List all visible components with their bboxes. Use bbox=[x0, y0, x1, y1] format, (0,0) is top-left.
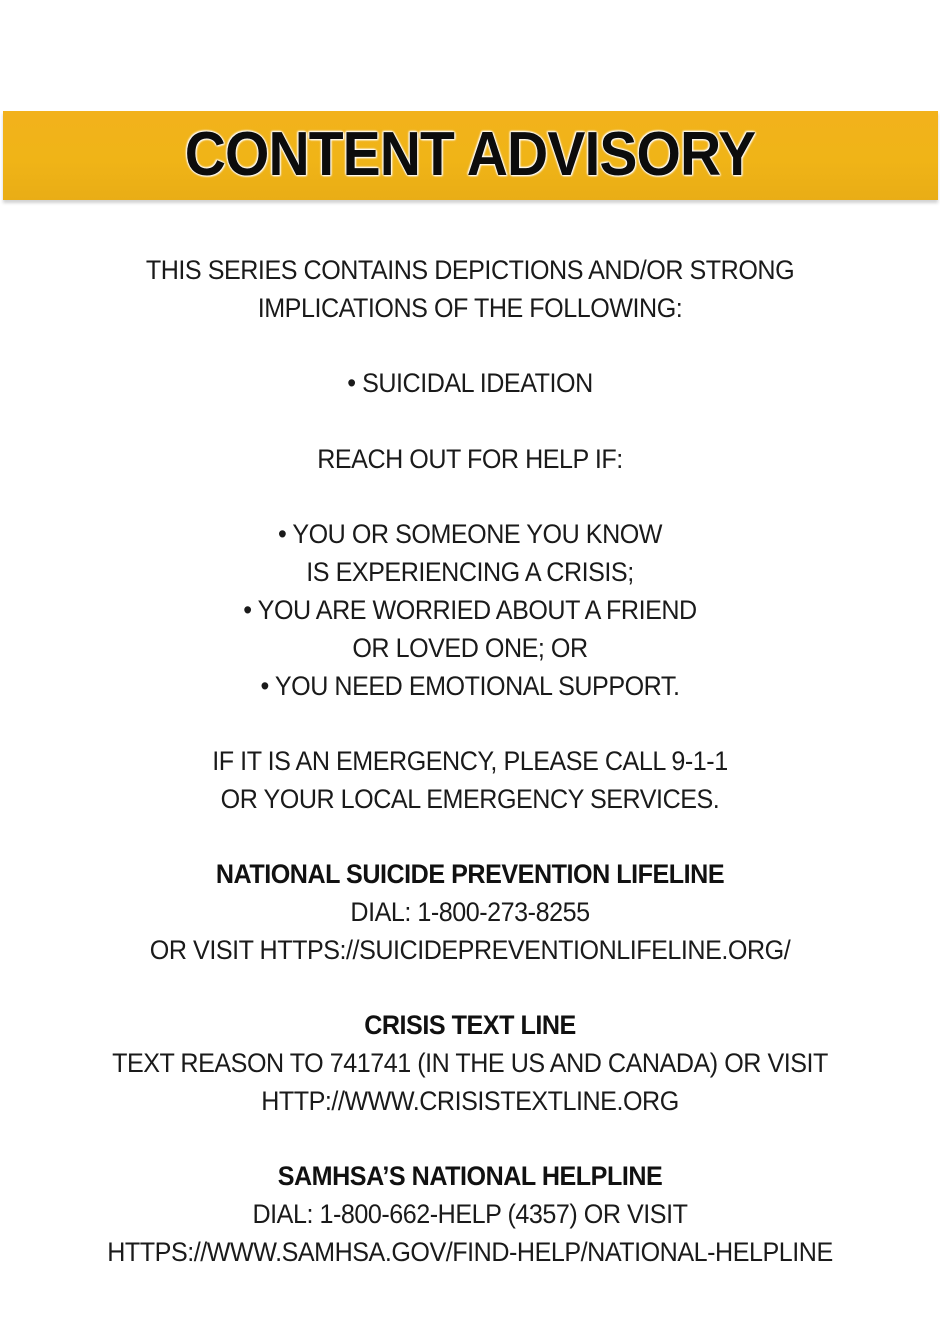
resource-crisis-text-line bbox=[0, 1006, 940, 1120]
resource-line: DIAL: 1-800-273-8255 bbox=[350, 897, 590, 927]
reach-out-heading-text: REACH OUT FOR HELP IF: bbox=[317, 444, 623, 474]
emergency-line: IF IT IS AN EMERGENCY, PLEASE CALL 9-1-1 bbox=[212, 746, 728, 776]
content-item: • SUICIDAL IDEATION bbox=[347, 368, 593, 398]
reach-out-item: • YOU OR SOMEONE YOU KNOW bbox=[277, 519, 663, 549]
resource-name: NATIONAL SUICIDE PREVENTION LIFELINE bbox=[215, 859, 725, 889]
resource-line: OR VISIT HTTPS://SUICIDEPREVENTIONLIFELINE.ORG/ bbox=[149, 935, 791, 965]
reach-out-item: • YOU ARE WORRIED ABOUT A FRIEND bbox=[243, 595, 697, 625]
intro-line: THIS SERIES CONTAINS DEPICTIONS AND/OR STRONG bbox=[145, 255, 795, 285]
intro-text bbox=[0, 251, 940, 327]
advisory-title: CONTENT ADVISORY bbox=[184, 120, 756, 189]
resource-name: CRISIS TEXT LINE bbox=[364, 1010, 576, 1040]
reach-out-list bbox=[0, 515, 940, 705]
reach-out-heading bbox=[0, 440, 940, 478]
reach-out-item: IS EXPERIENCING A CRISIS; bbox=[306, 557, 634, 587]
emergency-text bbox=[0, 742, 940, 818]
resource-lifeline bbox=[0, 855, 940, 969]
emergency-line: OR YOUR LOCAL EMERGENCY SERVICES. bbox=[220, 784, 720, 814]
reach-out-item: OR LOVED ONE; OR bbox=[352, 633, 588, 663]
resource-line: HTTPS://WWW.SAMHSA.GOV/FIND-HELP/NATIONAL-HELPLINE bbox=[107, 1237, 833, 1267]
resource-line: HTTP://WWW.CRISISTEXTLINE.ORG bbox=[261, 1086, 679, 1116]
reach-out-item: • YOU NEED EMOTIONAL SUPPORT. bbox=[260, 671, 680, 701]
resource-name: SAMHSA’S NATIONAL HELPLINE bbox=[277, 1161, 663, 1191]
resource-line: TEXT REASON TO 741741 (IN THE US AND CANADA) OR VISIT bbox=[112, 1048, 828, 1078]
content-item-list bbox=[0, 364, 940, 402]
resource-line: DIAL: 1-800-662-HELP (4357) OR VISIT bbox=[252, 1199, 688, 1229]
resource-samhsa bbox=[0, 1157, 940, 1271]
intro-line: IMPLICATIONS OF THE FOLLOWING: bbox=[257, 293, 683, 323]
